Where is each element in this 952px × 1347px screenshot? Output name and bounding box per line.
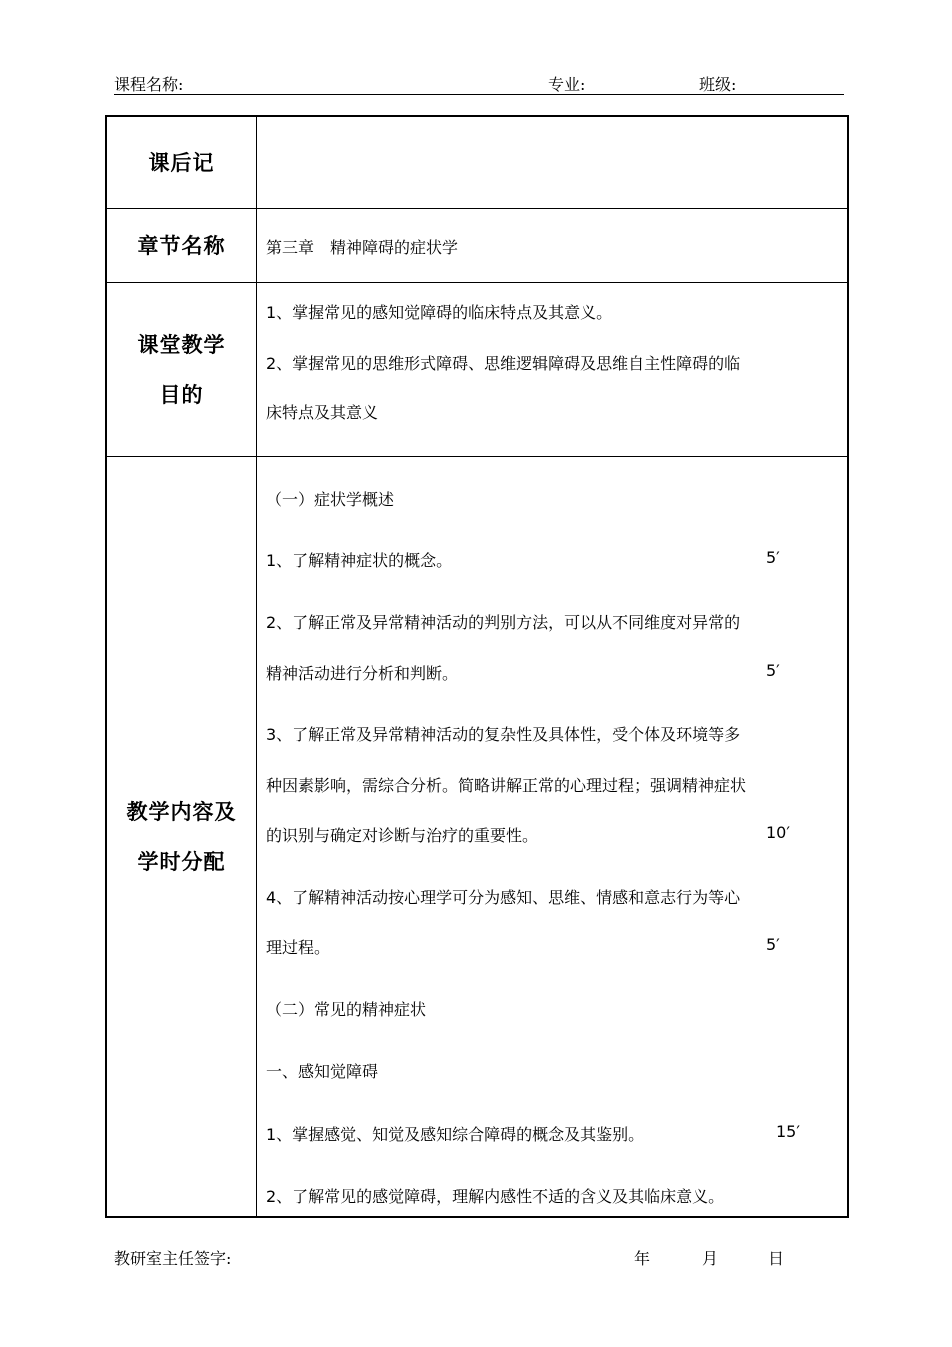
after-class-notes-label: 课后记 (107, 117, 257, 208)
objective-line: 床特点及其意义 (266, 403, 379, 422)
teaching-content (257, 457, 847, 1216)
year-label: 年 (634, 1249, 651, 1268)
objectives-label (107, 283, 257, 456)
lesson-plan-table (105, 115, 849, 1218)
content-line (266, 935, 780, 958)
content-line (266, 1059, 378, 1082)
content-line-text: 理过程。 (266, 938, 331, 957)
content-line (266, 773, 746, 796)
teaching-content-label-line1: 教学内容及 (126, 799, 237, 824)
content-line (266, 661, 780, 684)
content-line-text: 3、了解正常及异常精神活动的复杂性及具体性，受个体及环境等多 (266, 725, 741, 744)
document-footer (114, 1246, 844, 1270)
content-line (266, 1122, 800, 1145)
day-label: 日 (768, 1249, 785, 1268)
chapter-name-row (107, 208, 847, 282)
after-class-notes-content (257, 117, 847, 208)
chapter-name-label: 章节名称 (107, 209, 257, 282)
time-allocation: 15′ (776, 1122, 800, 1141)
time-allocation: 10′ (766, 823, 790, 842)
content-line (266, 487, 394, 510)
teaching-content-label (107, 457, 257, 1216)
content-line-text: 的识别与确定对诊断与治疗的重要性。 (266, 826, 539, 845)
content-line (266, 823, 790, 846)
content-line-text: 1、掌握感觉、知觉及感知综合障碍的概念及其鉴别。 (266, 1125, 645, 1144)
content-line (266, 1184, 724, 1207)
content-line-text: 2、了解正常及异常精神活动的判别方法，可以从不同维度对异常的 (266, 613, 741, 632)
objectives-content (257, 283, 847, 456)
objective-line: 2、掌握常见的思维形式障碍、思维逻辑障碍及思维自主性障碍的临 (266, 354, 741, 373)
chapter-name-content (257, 209, 847, 282)
content-line-text: 一、感知觉障碍 (266, 1062, 379, 1081)
content-line (266, 997, 426, 1020)
teaching-content-row (107, 456, 847, 1216)
objectives-label-line2: 目的 (159, 382, 204, 407)
major-label: 专业: (548, 75, 586, 94)
director-signature-label: 教研室主任签字: (114, 1249, 232, 1268)
content-line (266, 722, 740, 745)
content-line-text: 4、了解精神活动按心理学可分为感知、思维、情感和意志行为等心 (266, 888, 741, 907)
content-line-text: 种因素影响，需综合分析。简略讲解正常的心理过程；强调精神症状 (266, 776, 747, 795)
content-line-text: 2、了解常见的感觉障碍，理解内感性不适的含义及其临床意义。 (266, 1187, 725, 1206)
document-header (114, 70, 844, 95)
content-line (266, 548, 780, 571)
chapter-name-text: 第三章 精神障碍的症状学 (266, 238, 459, 257)
objective-line: 1、掌握常见的感知觉障碍的临床特点及其意义。 (266, 303, 613, 322)
after-class-notes-row (107, 117, 847, 208)
content-line (266, 885, 740, 908)
content-line-text: 1、了解精神症状的概念。 (266, 551, 453, 570)
time-allocation: 5′ (766, 661, 780, 680)
objectives-row (107, 282, 847, 456)
content-line-text: 精神活动进行分析和判断。 (266, 664, 459, 683)
course-name-label: 课程名称: (114, 75, 184, 94)
objectives-label-line1: 课堂教学 (137, 332, 226, 357)
content-line-text: （一）症状学概述 (266, 490, 395, 509)
class-label: 班级: (699, 75, 737, 94)
month-label: 月 (702, 1249, 719, 1268)
teaching-content-label-line2: 学时分配 (137, 849, 226, 874)
content-line (266, 610, 740, 633)
time-allocation: 5′ (766, 935, 780, 954)
time-allocation: 5′ (766, 548, 780, 567)
content-line-text: （二）常见的精神症状 (266, 1000, 427, 1019)
